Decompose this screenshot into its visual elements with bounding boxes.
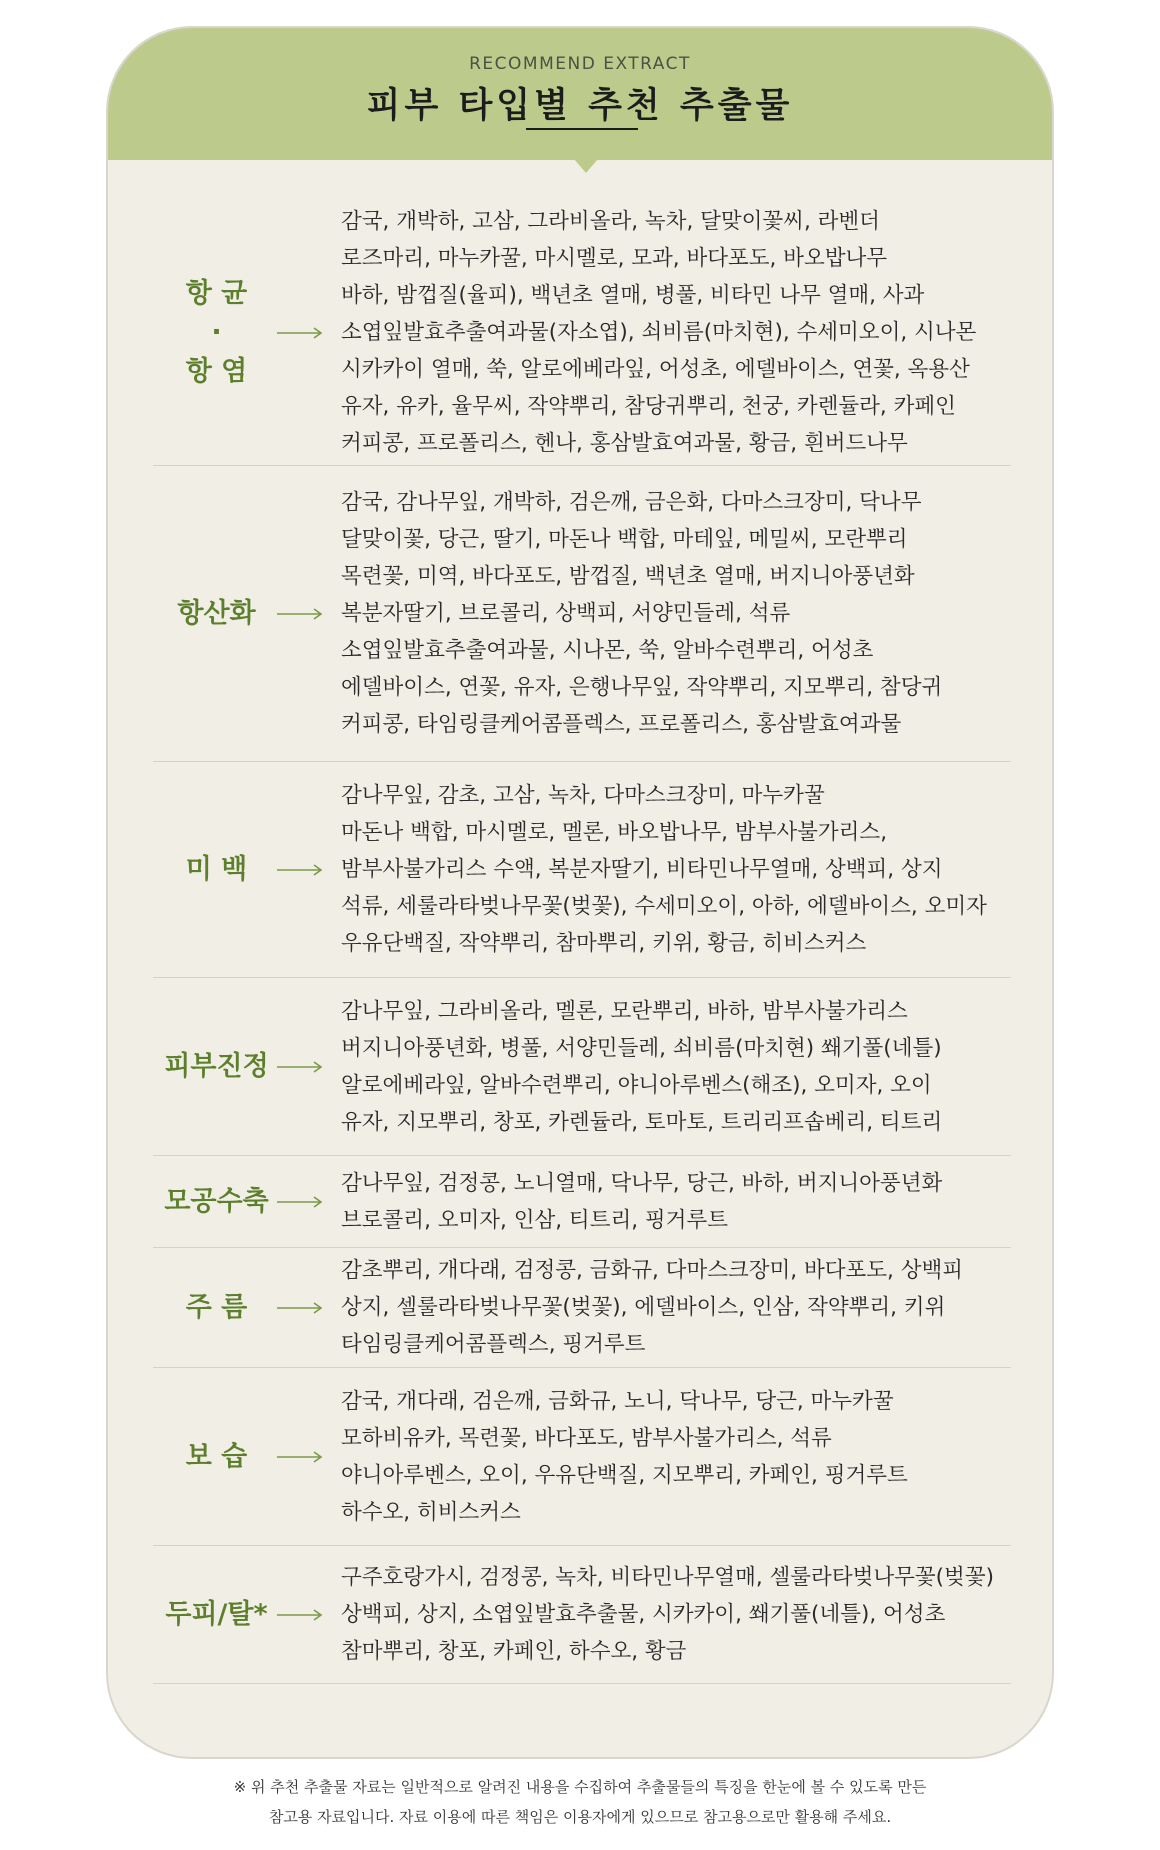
extract-line: 구주호랑가시, 검정콩, 녹차, 비타민나무열매, 셀룰라타벚나무꽃(벚꽃) <box>341 1565 994 1590</box>
extract-line: 감나무잎, 그라비올라, 멜론, 모란뿌리, 바하, 밤부사불가리스 <box>341 998 908 1024</box>
category-label: 항산화 <box>177 597 256 629</box>
extract-line: 바하, 밤껍질(율피), 백년초 열매, 병풀, 비타민 나무 열매, 사과 <box>341 283 925 308</box>
extract-list <box>341 762 1021 977</box>
header-eyebrow: RECOMMEND EXTRACT <box>469 54 691 74</box>
category-table <box>153 200 1011 1684</box>
extract-line: 감나무잎, 검정콩, 노니열매, 닥나무, 당근, 바하, 버지니아풍년화 <box>341 1170 943 1196</box>
extract-list <box>341 1546 1021 1683</box>
right-arrow-icon <box>277 327 323 339</box>
extract-line: 유자, 유카, 율무씨, 작약뿌리, 참당귀뿌리, 천궁, 카렌듈라, 카페인 <box>341 394 956 419</box>
extract-line: 커피콩, 프로폴리스, 헨나, 홍삼발효여과물, 황금, 흰버드나무 <box>341 431 908 456</box>
extract-line: 감국, 개다래, 검은깨, 금화규, 노니, 닥나무, 당근, 마누카꿀 <box>341 1388 894 1414</box>
extract-line: 목련꽃, 미역, 바다포도, 밤껍질, 백년초 열매, 버지니아풍년화 <box>341 564 915 589</box>
extract-line: 유자, 지모뿌리, 창포, 카렌듈라, 토마토, 트리리프솝베리, 티트리 <box>341 1109 943 1135</box>
extract-line: 밤부사불가리스 수액, 복분자딸기, 비타민나무열매, 상백피, 상지 <box>341 857 943 882</box>
right-arrow-icon <box>277 864 323 876</box>
extract-line: 커피콩, 타임링클케어콤플렉스, 프로폴리스, 홍삼발효여과물 <box>341 712 902 737</box>
extract-line: 마돈나 백합, 마시멜로, 멜론, 바오밥나무, 밤부사불가리스, <box>341 820 888 845</box>
extract-line: 복분자딸기, 브로콜리, 상백피, 서양민들레, 석류 <box>341 601 791 626</box>
extract-line: 에델바이스, 연꽃, 유자, 은행나무잎, 작약뿌리, 지모뿌리, 참당귀 <box>341 675 943 700</box>
extract-list <box>341 466 1021 761</box>
extract-line: 석류, 세룰라타벚나무꽃(벚꽃), 수세미오이, 아하, 에델바이스, 오미자 <box>341 894 987 919</box>
category-label: 피부진정 <box>164 1050 269 1082</box>
extract-list <box>341 1156 1021 1247</box>
extract-line: 감국, 감나무잎, 개박하, 검은깨, 금은화, 다마스크장미, 닥나무 <box>341 490 922 515</box>
category-row-whitening <box>153 762 1011 978</box>
category-row-soothing <box>153 978 1011 1156</box>
category-row-wrinkle <box>153 1248 1011 1368</box>
extract-line: 모하비유카, 목련꽃, 바다포도, 밤부사불가리스, 석류 <box>341 1425 832 1451</box>
title-underline <box>526 128 638 130</box>
extract-line: 소엽잎발효추출여과물, 시나몬, 쑥, 알바수련뿌리, 어성초 <box>341 638 874 663</box>
right-arrow-icon <box>277 1196 323 1208</box>
extract-line: 소엽잎발효추출여과물(자소엽), 쇠비름(마치현), 수세미오이, 시나몬 <box>341 320 977 345</box>
footnote-line: ※ 위 추천 추출물 자료는 일반적으로 알려진 내용을 수집하여 추출물들의 특징을 한눈에 볼 수 있도록 만든 <box>233 1778 927 1796</box>
page-title: 피부 타입별 추천 추출물 <box>366 86 794 126</box>
extract-line: 로즈마리, 마누카꿀, 마시멜로, 모과, 바다포도, 바오밥나무 <box>341 246 888 271</box>
extract-line: 감나무잎, 감초, 고삼, 녹차, 다마스크장미, 마누카꿀 <box>341 783 825 808</box>
extract-line: 시카카이 열매, 쑥, 알로에베라잎, 어성초, 에델바이스, 연꽃, 옥용산 <box>341 357 970 382</box>
extract-line: 감초뿌리, 개다래, 검정콩, 금화규, 다마스크장미, 바다포도, 상백피 <box>341 1258 964 1283</box>
extract-line: 알로에베라잎, 알바수련뿌리, 야니아루벤스(해조), 오미자, 오이 <box>341 1072 932 1098</box>
category-label: 두피/탈* <box>165 1598 268 1630</box>
extract-list <box>341 978 1021 1155</box>
extract-line: 감국, 개박하, 고삼, 그라비올라, 녹차, 달맞이꽃씨, 라벤더 <box>341 209 880 234</box>
right-arrow-icon <box>277 1609 323 1621</box>
right-arrow-icon <box>277 1061 323 1073</box>
category-row-moisture <box>153 1368 1011 1546</box>
extract-list <box>341 1248 1021 1367</box>
right-arrow-icon <box>277 1302 323 1314</box>
category-row-antibacterial <box>153 200 1011 466</box>
card-header <box>108 28 1052 160</box>
extract-line: 우유단백질, 작약뿌리, 참마뿌리, 키위, 황금, 히비스커스 <box>341 931 867 956</box>
footnote <box>0 1772 1160 1832</box>
header-notch <box>574 159 598 173</box>
extract-line: 달맞이꽃, 당근, 딸기, 마돈나 백합, 마테잎, 메밀씨, 모란뿌리 <box>341 527 908 552</box>
right-arrow-icon <box>277 1451 323 1463</box>
extract-line: 상지, 셀룰라타벚나무꽃(벚꽃), 에델바이스, 인삼, 작약뿌리, 키위 <box>341 1295 946 1320</box>
extract-line: 타임링클케어콤플렉스, 핑거루트 <box>341 1332 646 1357</box>
category-row-antioxidant <box>153 466 1011 762</box>
category-label: 모공수축 <box>164 1185 269 1217</box>
category-label: 주 름 <box>185 1291 248 1323</box>
extract-line: 참마뿌리, 창포, 카페인, 하수오, 황금 <box>341 1639 687 1664</box>
category-label: 미 백 <box>185 853 248 885</box>
category-row-scalp <box>153 1546 1011 1684</box>
footnote-line: 참고용 자료입니다. 자료 이용에 따른 책임은 이용자에게 있으므로 참고용으로만 활용해 주세요. <box>268 1808 892 1826</box>
recommend-card <box>106 26 1054 1759</box>
extract-line: 상백피, 상지, 소엽잎발효추출물, 시카카이, 쐐기풀(네틀), 어성초 <box>341 1602 946 1627</box>
category-row-pore <box>153 1156 1011 1248</box>
category-label: 보 습 <box>185 1440 248 1472</box>
extract-line: 하수오, 히비스커스 <box>341 1499 521 1525</box>
extract-line: 버지니아풍년화, 병풀, 서양민들레, 쇠비름(마치현) 쐐기풀(네틀) <box>341 1035 942 1061</box>
extract-list <box>341 1368 1021 1545</box>
right-arrow-icon <box>277 608 323 620</box>
extract-line: 야니아루벤스, 오이, 우유단백질, 지모뿌리, 카페인, 핑거루트 <box>341 1462 908 1488</box>
extract-line: 브로콜리, 오미자, 인삼, 티트리, 핑거루트 <box>341 1207 728 1233</box>
extract-list <box>341 200 1021 465</box>
category-label: 항 균 · 항 염 <box>185 277 248 388</box>
